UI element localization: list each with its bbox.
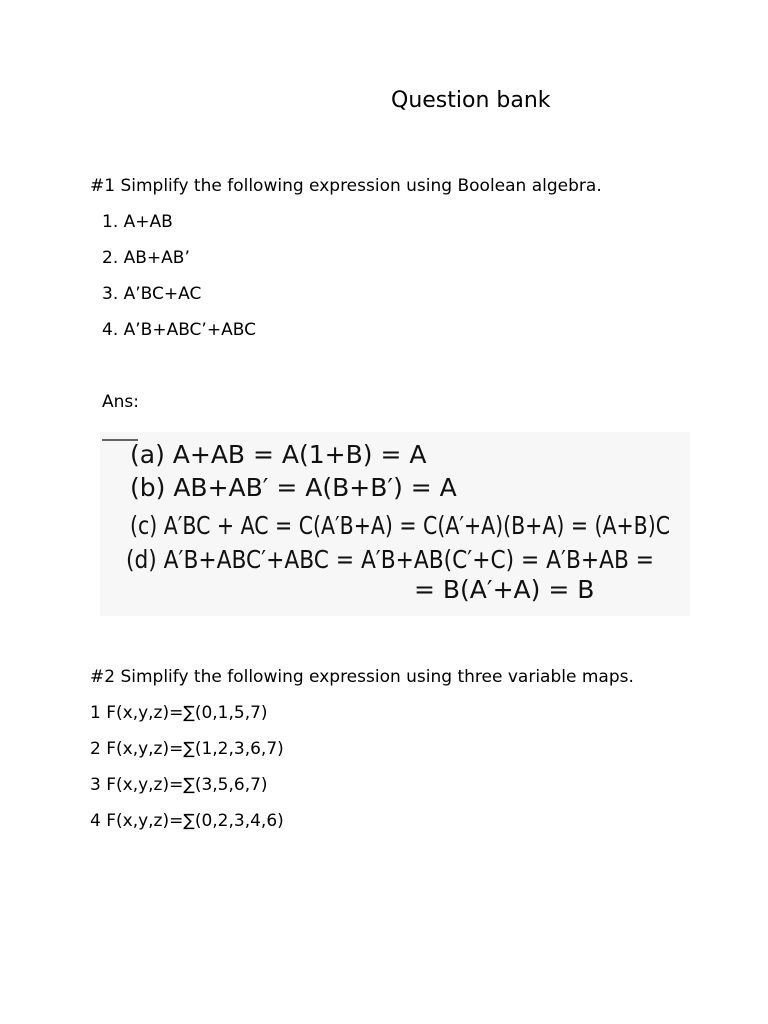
handwritten-answer-image xyxy=(100,432,690,616)
question-2-heading: #2 Simplify the following expression using three variable maps. xyxy=(90,667,634,687)
question-1-item-4: 4. A’B+ABC’+ABC xyxy=(102,320,256,340)
handwritten-answer-d-continued: = B(A′+A) = B xyxy=(414,575,595,604)
question-2-item-4: 4 F(x,y,z)=∑(0,2,3,4,6) xyxy=(90,811,284,831)
question-2-item-2: 2 F(x,y,z)=∑(1,2,3,6,7) xyxy=(90,739,284,759)
answer-label: Ans: xyxy=(102,392,139,412)
page-title: Question bank xyxy=(391,88,551,113)
question-2-item-1: 1 F(x,y,z)=∑(0,1,5,7) xyxy=(90,703,268,723)
handwritten-answer-c: (c) A′BC + AC = C(A′B+A) = C(A′+A)(B+A) = (A+B)C xyxy=(130,511,670,540)
handwritten-answer-b: (b) AB+AB′ = A(B+B′) = A xyxy=(130,473,457,502)
question-1-item-3: 3. A’BC+AC xyxy=(102,284,202,304)
question-1-item-2: 2. AB+AB’ xyxy=(102,248,190,268)
handwritten-answer-d: (d) A′B+ABC′+ABC = A′B+AB(C′+C) = A′B+AB = xyxy=(126,545,654,574)
question-1-heading: #1 Simplify the following expression using Boolean algebra. xyxy=(90,176,602,196)
question-1-item-1: 1. A+AB xyxy=(102,212,173,232)
handwritten-answer-a: (a) A+AB = A(1+B) = A xyxy=(130,440,427,469)
question-2-item-3: 3 F(x,y,z)=∑(3,5,6,7) xyxy=(90,775,268,795)
